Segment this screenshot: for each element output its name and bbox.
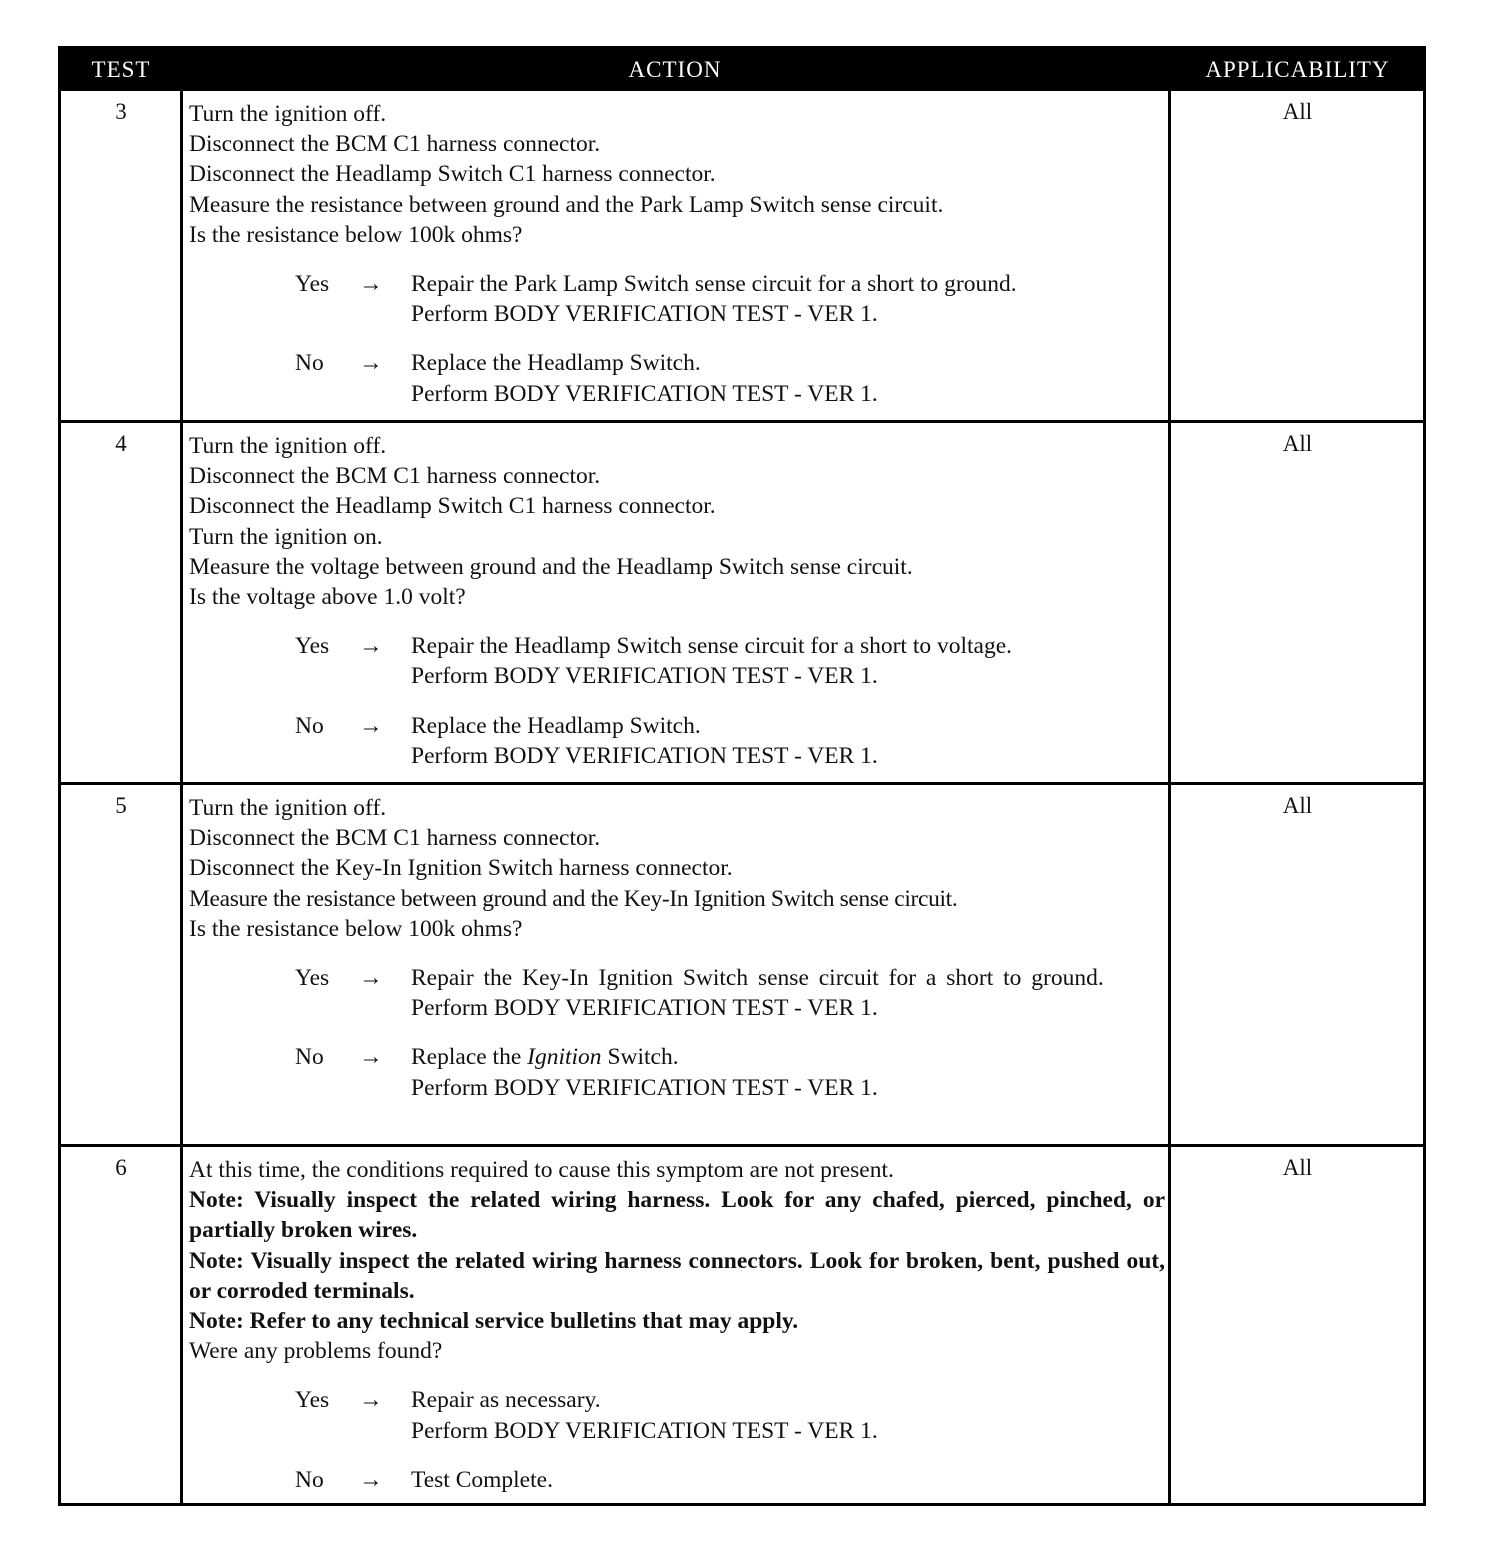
- header-test: TEST: [91, 57, 151, 82]
- step-text: Disconnect the BCM C1 harness connector.: [189, 463, 601, 490]
- yes-label: Yes: [295, 271, 330, 298]
- arrow-right-icon: →: [359, 1044, 383, 1071]
- action-cell: [189, 431, 1165, 771]
- answer-text: Repair the Headlamp Switch sense circuit for a short to voltage.: [411, 633, 1013, 660]
- applicability-value: All: [1282, 99, 1313, 124]
- arrow-right-icon: →: [359, 1387, 383, 1414]
- question-text: Is the voltage above 1.0 volt?: [189, 584, 466, 611]
- test-number: 6: [115, 1155, 127, 1180]
- column-divider: [1168, 91, 1171, 1503]
- no-answer: [189, 348, 1165, 408]
- action-cell: [189, 1155, 1165, 1495]
- test-number: 5: [115, 793, 127, 818]
- diagnostic-table: [58, 46, 1426, 1506]
- answer-text: Perform BODY VERIFICATION TEST - VER 1.: [411, 995, 878, 1022]
- answer-text: Repair as necessary.: [411, 1387, 601, 1414]
- step-text: Turn the ignition on.: [189, 523, 383, 550]
- no-label: No: [295, 1466, 324, 1493]
- yes-label: Yes: [295, 633, 330, 660]
- answer-text: Perform BODY VERIFICATION TEST - VER 1.: [411, 301, 878, 328]
- note-text: Note: Refer to any technical service bulletins that may apply.: [189, 1308, 799, 1335]
- answer-text: Perform BODY VERIFICATION TEST - VER 1.: [411, 380, 878, 407]
- step-text: At this time, the conditions required to cause this symptom are not present.: [189, 1157, 894, 1183]
- arrow-right-icon: →: [359, 633, 383, 660]
- step-text: Measure the voltage between ground and the Headlamp Switch sense circuit.: [189, 553, 913, 580]
- answer-text-part: Switch.: [601, 1044, 679, 1071]
- step-text: Disconnect the Headlamp Switch C1 harness connector.: [189, 161, 716, 188]
- answer-text: Perform BODY VERIFICATION TEST - VER 1.: [411, 663, 878, 690]
- no-answer: [189, 1042, 1165, 1102]
- no-label: No: [295, 712, 324, 739]
- question-text: Is the resistance below 100k ohms?: [189, 915, 523, 942]
- yes-answer: [189, 1385, 1165, 1445]
- column-divider: [180, 91, 183, 1503]
- yes-answer: [189, 269, 1165, 329]
- step-text: Disconnect the BCM C1 harness connector.: [189, 131, 601, 158]
- answer-text: Replace the Headlamp Switch.: [411, 712, 701, 739]
- yes-answer: [189, 963, 1165, 1023]
- answer-text-part: Replace the: [411, 1044, 528, 1071]
- question-text: Is the resistance below 100k ohms?: [189, 221, 523, 248]
- table-row: [61, 91, 1423, 423]
- test-number: 3: [115, 99, 127, 124]
- action-cell: [189, 99, 1165, 409]
- arrow-right-icon: →: [359, 350, 383, 377]
- yes-label: Yes: [295, 1387, 330, 1414]
- note-text: Note: Visually inspect the related wiring harness connectors. Look for broken, bent, pushed out, or corroded terminals.: [189, 1247, 1165, 1304]
- step-text: Disconnect the Key-In Ignition Switch harness connector.: [189, 855, 733, 882]
- no-label: No: [295, 350, 324, 377]
- table-row: [61, 420, 1423, 782]
- answer-text: Repair the Key-In Ignition Switch sense circuit for a short to ground.: [411, 965, 1104, 992]
- action-cell: [189, 793, 1165, 1103]
- answer-text: Perform BODY VERIFICATION TEST - VER 1.: [411, 1417, 878, 1444]
- applicability-value: All: [1282, 793, 1313, 818]
- answer-text: [411, 1042, 1165, 1072]
- step-text: Turn the ignition off.: [189, 433, 387, 459]
- arrow-right-icon: →: [359, 1466, 383, 1493]
- step-text: Turn the ignition off.: [189, 101, 387, 127]
- answer-text: Repair the Park Lamp Switch sense circuit for a short to ground.: [411, 271, 1017, 298]
- header-applicability: APPLICABILITY: [1205, 57, 1390, 82]
- arrow-right-icon: →: [359, 965, 383, 992]
- question-text: Were any problems found?: [189, 1338, 443, 1365]
- applicability-value: All: [1282, 431, 1313, 456]
- table-row: [61, 1144, 1423, 1506]
- step-text: Measure the resistance between ground and the Key-In Ignition Switch sense circuit.: [189, 885, 958, 912]
- header-action: ACTION: [628, 57, 722, 82]
- test-number: 4: [115, 431, 127, 456]
- arrow-right-icon: →: [359, 712, 383, 739]
- no-label: No: [295, 1044, 324, 1071]
- answer-text: Test Complete.: [411, 1466, 553, 1493]
- answer-text-italic: Ignition: [527, 1044, 602, 1071]
- no-answer: [189, 711, 1165, 771]
- step-text: Disconnect the Headlamp Switch C1 harness connector.: [189, 493, 716, 520]
- no-answer: [189, 1465, 1165, 1495]
- answer-text: Perform BODY VERIFICATION TEST - VER 1.: [411, 742, 878, 769]
- applicability-value: All: [1282, 1155, 1313, 1180]
- answer-text: Perform BODY VERIFICATION TEST - VER 1.: [411, 1074, 878, 1101]
- arrow-right-icon: →: [359, 271, 383, 298]
- yes-label: Yes: [295, 965, 330, 992]
- step-text: Measure the resistance between ground and the Park Lamp Switch sense circuit.: [189, 191, 944, 218]
- answer-text: Replace the Headlamp Switch.: [411, 350, 701, 377]
- table-row: [61, 782, 1423, 1144]
- yes-answer: [189, 631, 1165, 691]
- table-header: [61, 49, 1423, 91]
- step-text: Disconnect the BCM C1 harness connector.: [189, 825, 601, 852]
- note-text: Note: Visually inspect the related wiring harness. Look for any chafed, pierced, pinched, or partially broken wires.: [189, 1187, 1165, 1244]
- step-text: Turn the ignition off.: [189, 795, 387, 821]
